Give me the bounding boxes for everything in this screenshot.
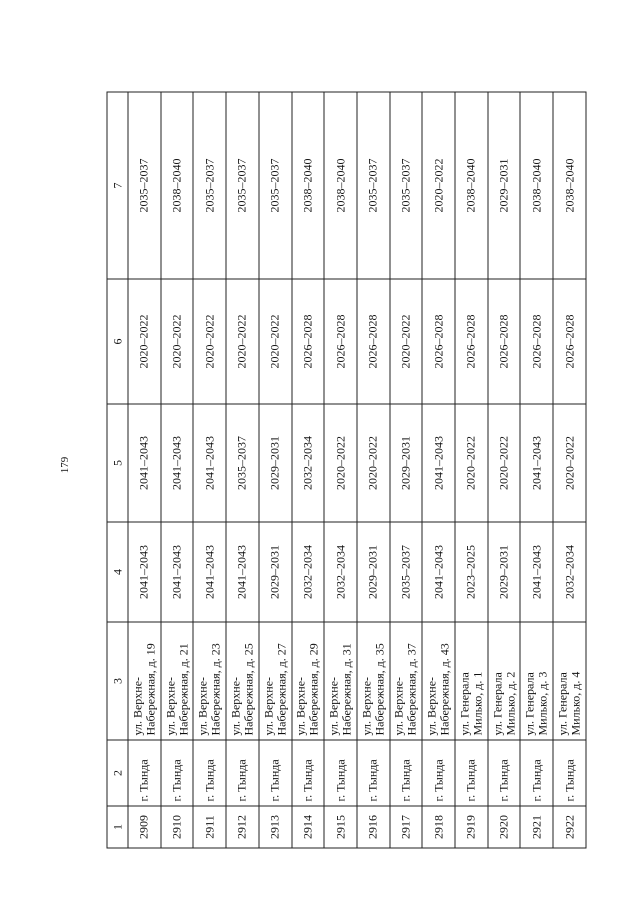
row-period-6: 2026–2028	[292, 279, 325, 404]
column-header: 3	[107, 622, 128, 740]
row-city: г. Тында	[324, 740, 357, 806]
row-period-4: 2029–2031	[357, 522, 390, 622]
row-city: г. Тында	[128, 740, 161, 806]
row-number: 2922	[553, 806, 586, 848]
row-address: ул. Верхне-Набережная, д. 31	[324, 622, 357, 740]
row-number: 2918	[422, 806, 455, 848]
row-period-5: 2020–2022	[455, 404, 488, 522]
page-number: 179	[59, 456, 71, 474]
row-address: ул. Генерала Милько, д. 2	[488, 622, 521, 740]
row-period-5: 2020–2022	[357, 404, 390, 522]
column-header: 7	[107, 92, 128, 279]
table-row	[553, 92, 586, 848]
table-row	[520, 92, 553, 848]
column-header: 2	[107, 740, 128, 806]
row-period-7: 2038–2040	[553, 92, 586, 279]
row-city: г. Тында	[226, 740, 259, 806]
column-header: 1	[107, 806, 128, 848]
row-period-7: 2035–2037	[357, 92, 390, 279]
row-period-6: 2026–2028	[553, 279, 586, 404]
row-period-6: 2020–2022	[128, 279, 161, 404]
column-header: 4	[107, 522, 128, 622]
row-period-5: 2041–2043	[161, 404, 194, 522]
row-number: 2916	[357, 806, 390, 848]
row-period-5: 2041–2043	[520, 404, 553, 522]
row-number: 2921	[520, 806, 553, 848]
row-address: ул. Верхне-Набережная, д. 21	[161, 622, 194, 740]
row-address: ул. Верхне-Набережная, д. 27	[259, 622, 292, 740]
row-period-6: 2020–2022	[161, 279, 194, 404]
row-period-6: 2020–2022	[390, 279, 423, 404]
table-body	[128, 92, 586, 848]
row-period-4: 2032–2034	[553, 522, 586, 622]
row-period-6: 2026–2028	[357, 279, 390, 404]
row-number: 2910	[161, 806, 194, 848]
row-address: ул. Верхне-Набережная, д. 23	[193, 622, 226, 740]
row-period-7: 2038–2040	[161, 92, 194, 279]
row-period-5: 2041–2043	[193, 404, 226, 522]
row-number: 2913	[259, 806, 292, 848]
row-number: 2920	[488, 806, 521, 848]
table-row	[128, 92, 161, 848]
table-row	[357, 92, 390, 848]
table-row	[455, 92, 488, 848]
table-row	[488, 92, 521, 848]
table-row	[193, 92, 226, 848]
table-row	[226, 92, 259, 848]
row-period-5: 2029–2031	[390, 404, 423, 522]
row-period-6: 2026–2028	[422, 279, 455, 404]
row-period-6: 2026–2028	[455, 279, 488, 404]
row-city: г. Тында	[553, 740, 586, 806]
row-period-5: 2020–2022	[488, 404, 521, 522]
row-city: г. Тында	[259, 740, 292, 806]
row-period-6: 2026–2028	[324, 279, 357, 404]
row-period-4: 2029–2031	[488, 522, 521, 622]
row-city: г. Тында	[292, 740, 325, 806]
row-period-6: 2026–2028	[520, 279, 553, 404]
table-row	[292, 92, 325, 848]
row-address: ул. Генерала Милько, д. 1	[455, 622, 488, 740]
table-row	[324, 92, 357, 848]
row-period-5: 2035–2037	[226, 404, 259, 522]
column-header: 6	[107, 279, 128, 404]
row-period-4: 2041–2043	[226, 522, 259, 622]
row-period-4: 2035–2037	[390, 522, 423, 622]
row-period-7: 2038–2040	[324, 92, 357, 279]
row-number: 2914	[292, 806, 325, 848]
column-header: 5	[107, 404, 128, 522]
row-address: ул. Верхне-Набережная, д. 29	[292, 622, 325, 740]
row-period-5: 2029–2031	[259, 404, 292, 522]
row-period-7: 2020–2022	[422, 92, 455, 279]
row-period-7: 2038–2040	[520, 92, 553, 279]
row-period-4: 2041–2043	[193, 522, 226, 622]
row-city: г. Тында	[422, 740, 455, 806]
row-period-4: 2032–2034	[324, 522, 357, 622]
row-period-5: 2020–2022	[324, 404, 357, 522]
row-period-7: 2038–2040	[455, 92, 488, 279]
row-address: ул. Генерала Милько, д. 4	[553, 622, 586, 740]
row-city: г. Тында	[193, 740, 226, 806]
table-row	[259, 92, 292, 848]
data-table	[107, 92, 587, 849]
row-period-4: 2032–2034	[292, 522, 325, 622]
row-city: г. Тында	[488, 740, 521, 806]
row-period-5: 2020–2022	[553, 404, 586, 522]
row-address: ул. Верхне-Набережная, д. 19	[128, 622, 161, 740]
row-city: г. Тында	[390, 740, 423, 806]
row-period-7: 2035–2037	[390, 92, 423, 279]
row-period-4: 2041–2043	[520, 522, 553, 622]
row-period-6: 2020–2022	[193, 279, 226, 404]
row-period-5: 2041–2043	[422, 404, 455, 522]
row-address: ул. Верхне-Набережная, д. 37	[390, 622, 423, 740]
table-row	[422, 92, 455, 848]
row-period-4: 2041–2043	[128, 522, 161, 622]
row-number: 2912	[226, 806, 259, 848]
row-period-7: 2035–2037	[128, 92, 161, 279]
row-number: 2911	[193, 806, 226, 848]
row-period-4: 2023–2025	[455, 522, 488, 622]
row-period-4: 2041–2043	[161, 522, 194, 622]
row-period-4: 2041–2043	[422, 522, 455, 622]
row-city: г. Тында	[520, 740, 553, 806]
row-period-6: 2020–2022	[226, 279, 259, 404]
row-period-5: 2041–2043	[128, 404, 161, 522]
row-period-6: 2020–2022	[259, 279, 292, 404]
row-address: ул. Верхне-Набережная, д. 35	[357, 622, 390, 740]
table-row	[390, 92, 423, 848]
row-number: 2909	[128, 806, 161, 848]
row-number: 2917	[390, 806, 423, 848]
row-period-7: 2035–2037	[193, 92, 226, 279]
row-address: ул. Верхне-Набережная, д. 43	[422, 622, 455, 740]
row-period-6: 2026–2028	[488, 279, 521, 404]
row-period-7: 2035–2037	[226, 92, 259, 279]
row-address: ул. Генерала Милько, д. 3	[520, 622, 553, 740]
row-number: 2915	[324, 806, 357, 848]
row-number: 2919	[455, 806, 488, 848]
table-row	[161, 92, 194, 848]
row-address: ул. Верхне-Набережная, д. 25	[226, 622, 259, 740]
table-container	[106, 92, 586, 848]
row-period-4: 2029–2031	[259, 522, 292, 622]
row-period-5: 2032–2034	[292, 404, 325, 522]
header-row	[107, 92, 128, 848]
row-city: г. Тында	[161, 740, 194, 806]
row-period-7: 2038–2040	[292, 92, 325, 279]
row-city: г. Тында	[357, 740, 390, 806]
row-city: г. Тында	[455, 740, 488, 806]
row-period-7: 2029–2031	[488, 92, 521, 279]
row-period-7: 2035–2037	[259, 92, 292, 279]
